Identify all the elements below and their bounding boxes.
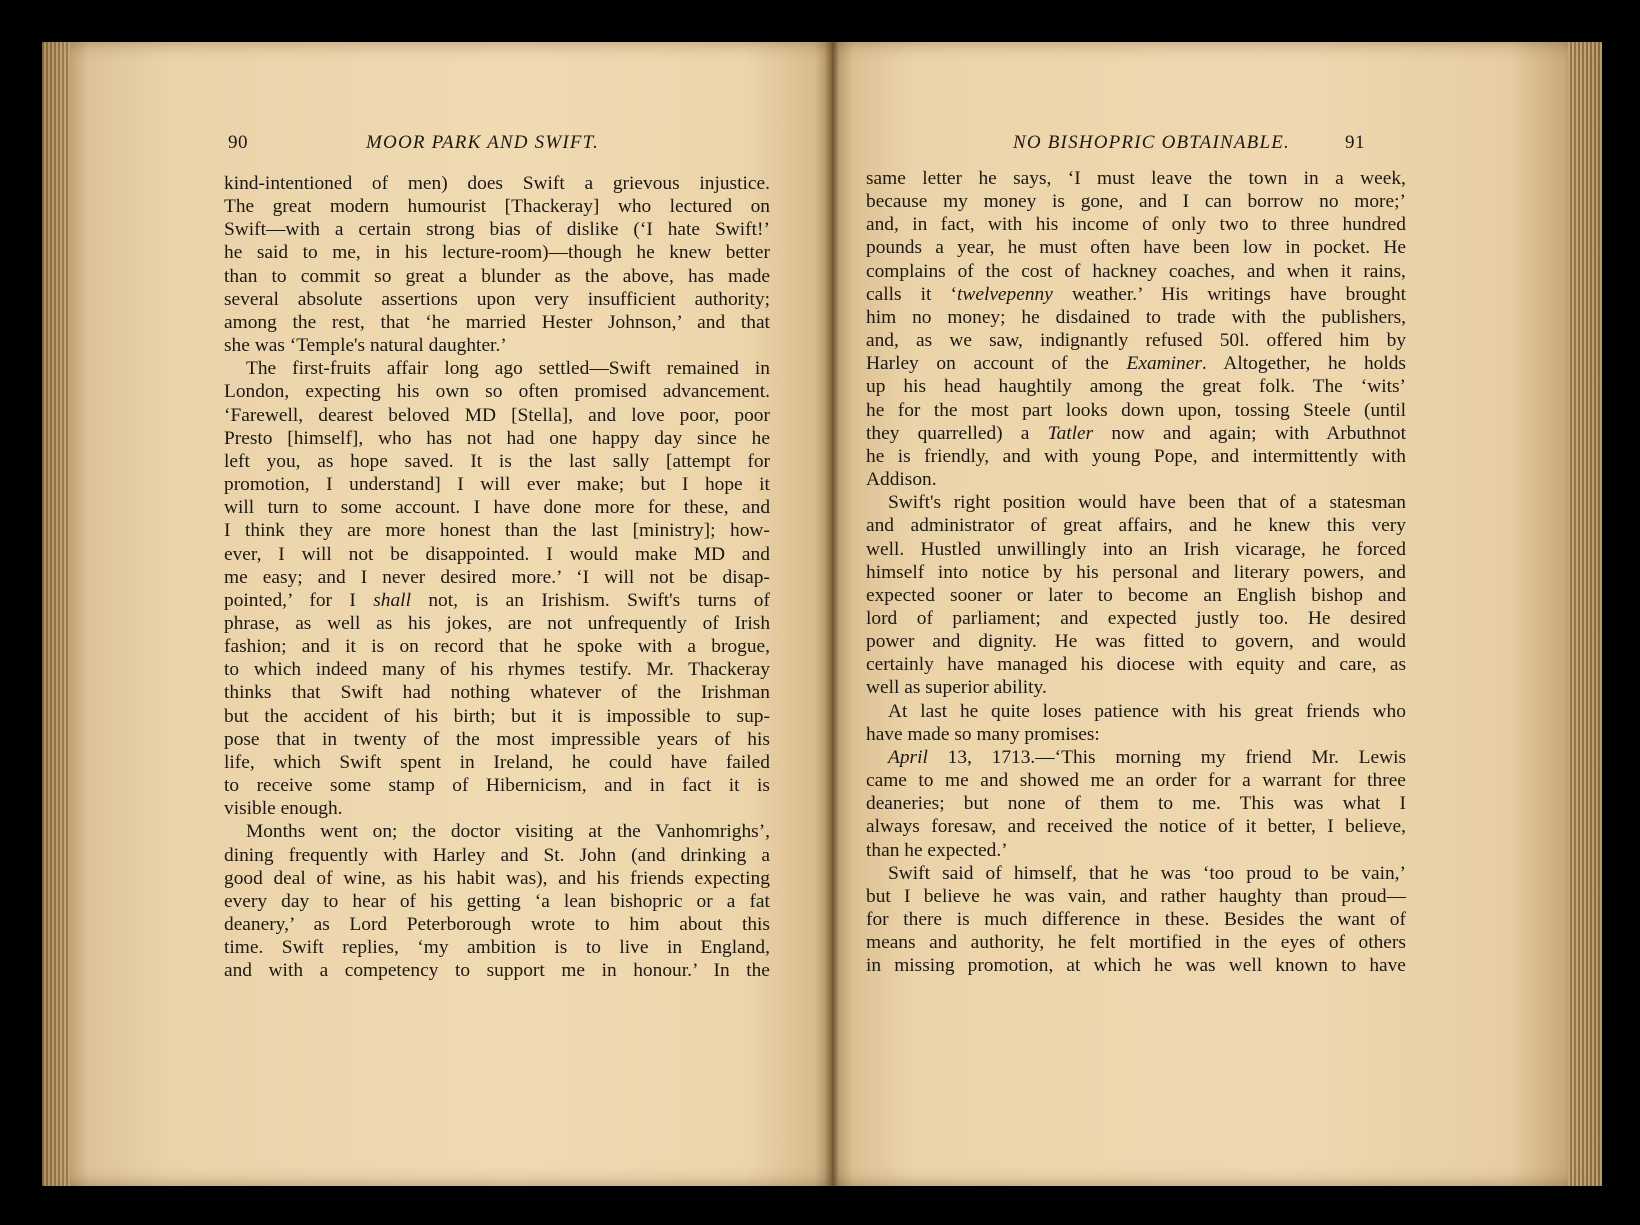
left-page-header xyxy=(228,132,748,158)
text-line: himself into notice by his personal and literary powers, and xyxy=(866,561,1406,583)
text-line: complains of the cost of hackney coaches, and when it rains, xyxy=(866,260,1406,282)
text-line: deaneries; but none of them to me. This was what I xyxy=(866,793,1406,815)
text-line: among the rest, that ‘he married Hester Johnson,’ and that xyxy=(224,311,770,333)
text-line: phrase, as well as his jokes, are not unfrequently of Irish xyxy=(224,612,771,634)
text-line: have made so many promises: xyxy=(866,723,1100,745)
text-line: pointed,’ for I shall not, is an Irishism. Swift's turns of xyxy=(224,589,770,611)
text-line: in missing promotion, at which he was well known to have xyxy=(866,955,1406,977)
text-line: The great modern humourist [Thackeray] who lectured on xyxy=(224,196,770,218)
text-line: life, which Swift spent in Ireland, he could have failed xyxy=(224,751,770,773)
right-page xyxy=(839,42,1602,1186)
text-line: he for the most part looks down upon, tossing Steele (until xyxy=(866,399,1407,421)
text-line: calls it ‘twelvepenny weather.’ His writings have brought xyxy=(866,283,1406,305)
text-line: means and authority, he felt mortified in the eyes of others xyxy=(866,932,1406,954)
text-line: thinks that Swift had nothing whatever of the Irishman xyxy=(224,682,770,704)
running-head: NO BISHOPRIC OBTAINABLE. xyxy=(1013,132,1291,153)
running-head: MOOR PARK AND SWIFT. xyxy=(366,132,599,153)
text-line: came to me and showed me an order for a warrant for three xyxy=(866,770,1406,792)
text-line: ever, I will not be disappointed. I would make MD and xyxy=(224,543,770,565)
text-line: Presto [himself], who has not had one happy day since he xyxy=(224,427,770,449)
text-line: and with a competency to support me in honour.’ In the xyxy=(224,960,770,982)
text-line: ‘Farewell, dearest beloved MD [Stella], and love poor, poor xyxy=(224,404,770,426)
text-line: always foresaw, and received the notice of it better, I believe, xyxy=(866,816,1406,838)
text-line: than he expected.’ xyxy=(866,839,1008,861)
text-line: he said to me, in his lecture-room)—though he knew better xyxy=(224,242,770,264)
text-line: Swift said of himself, that he was ‘too proud to be vain,’ xyxy=(888,862,1406,884)
text-line: will turn to some account. I have done more for these, and xyxy=(224,497,771,519)
text-line: The first-fruits affair long ago settled—Swift remained in xyxy=(246,358,770,380)
text-line: several absolute assertions upon very insufficient authority; xyxy=(224,288,770,310)
text-line: promotion, I understand] I will ever make; but I hope it xyxy=(224,474,770,496)
left-page xyxy=(42,42,826,1186)
text-line: well. Hustled unwillingly into an Irish vicarage, he forced xyxy=(866,538,1406,560)
text-line: certainly have managed his diocese with equity and care, as xyxy=(866,654,1406,676)
text-line: pose that in twenty of the most impressible years of his xyxy=(224,728,770,750)
text-line: Swift—with a certain strong bias of dislike (‘I hate Swift!’ xyxy=(224,219,770,241)
text-line: fashion; and it is on record that he spoke with a brogue, xyxy=(224,636,770,658)
text-line: but the accident of his birth; but it is impossible to sup- xyxy=(224,705,770,727)
right-page-body xyxy=(866,167,1406,977)
text-line: kind-intentioned of men) does Swift a grievous injustice. xyxy=(224,173,770,194)
right-page-header xyxy=(979,132,1499,158)
text-line: for there is much difference in these. Besides the want of xyxy=(866,909,1406,930)
text-line: London, expecting his own so often promised advancement. xyxy=(224,381,770,403)
text-line: pounds a year, he must often have been low in pocket. He xyxy=(866,237,1406,259)
text-line: left you, as hope saved. It is the last sally [attempt for xyxy=(224,450,771,472)
text-line: they quarrelled) a Tatler now and again; with Arbuthnot xyxy=(866,422,1406,444)
text-line: well as superior ability. xyxy=(866,677,1047,699)
text-line: but I believe he was vain, and rather haughty than proud— xyxy=(866,885,1407,907)
text-line: and administrator of great affairs, and he knew this very xyxy=(866,515,1406,537)
page-number: 90 xyxy=(228,132,248,153)
text-line: to receive some stamp of Hibernicism, and in fact it is xyxy=(224,775,770,797)
text-line: April 13, 1713.—‘This morning my friend Mr. Lewis xyxy=(888,746,1407,768)
text-line: him no money; he disdained to trade with the publishers, xyxy=(866,306,1406,328)
text-line: Months went on; the doctor visiting at the Vanhomrighs’, xyxy=(246,821,770,843)
left-page-body xyxy=(224,172,770,982)
text-line: lord of parliament; and expected justly too. He desired xyxy=(866,607,1406,629)
text-line: me easy; and I never desired more.’ ‘I will not be disap- xyxy=(224,566,770,588)
text-line: deanery,’ as Lord Peterborough wrote to him about this xyxy=(224,914,770,935)
text-line: and, as we saw, indignantly refused 50l. offered him by xyxy=(866,330,1407,352)
page-number: 91 xyxy=(1345,132,1365,153)
text-line: he is friendly, and with young Pope, and intermittently with xyxy=(866,445,1406,467)
text-line: Addison. xyxy=(866,469,937,491)
open-book xyxy=(42,42,1602,1186)
text-line: visible enough. xyxy=(224,798,343,820)
text-line: I think they are more honest than the last [ministry]; how- xyxy=(224,520,770,542)
text-line: time. Swift replies, ‘my ambition is to live in England, xyxy=(224,937,770,959)
text-line: she was ‘Temple's natural daughter.’ xyxy=(224,335,507,357)
text-line: good deal of wine, as his habit was), and his friends expecting xyxy=(224,867,770,889)
text-line: up his head haughtily among the great folk. The ‘wits’ xyxy=(866,376,1406,398)
text-line: every day to hear of his getting ‘a lean bishopric or a fat xyxy=(224,890,770,912)
text-line: expected sooner or later to become an English bishop and xyxy=(866,584,1407,606)
text-line: dining frequently with Harley and St. John (and drinking a xyxy=(224,844,770,866)
book-spine xyxy=(825,42,839,1186)
text-line: Harley on account of the Examiner. Altogether, he holds xyxy=(866,353,1406,375)
text-line: than to commit so great a blunder as the above, has made xyxy=(224,265,771,287)
text-line: because my money is gone, and I can borrow no more;’ xyxy=(866,191,1406,213)
text-line: to which indeed many of his rhymes testify. Mr. Thackeray xyxy=(224,659,770,681)
text-line: power and dignity. He was fitted to govern, and would xyxy=(866,631,1406,653)
text-line: same letter he says, ‘I must leave the town in a week, xyxy=(866,168,1406,189)
text-line: At last he quite loses patience with his great friends who xyxy=(888,700,1406,722)
text-line: and, in fact, with his income of only two to three hundred xyxy=(866,214,1406,236)
text-line: Swift's right position would have been that of a statesman xyxy=(888,492,1406,514)
